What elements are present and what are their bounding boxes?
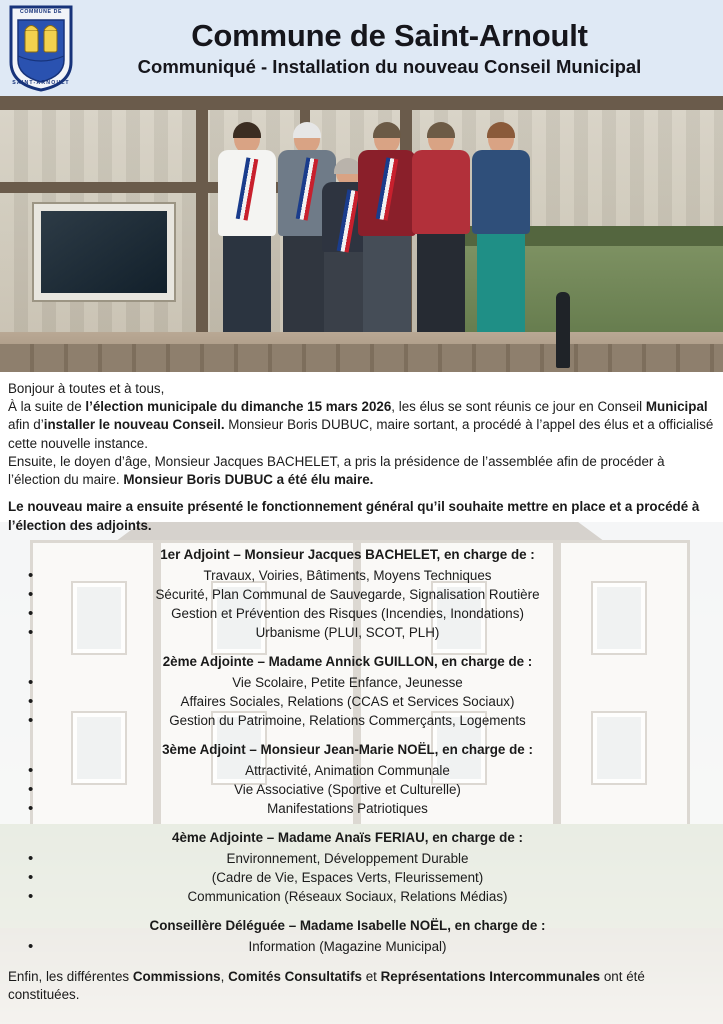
list-item: • Information (Magazine Municipal)	[8, 937, 715, 956]
list-item: • Sécurité, Plan Communal de Sauvegarde, Signalisation Routière	[8, 585, 715, 604]
coat-of-arms-icon	[8, 4, 74, 92]
document-text	[8, 380, 715, 1004]
page-title: Commune de Saint-Arnoult	[191, 17, 588, 53]
person-6	[472, 124, 530, 332]
adjoint-title-5: Conseillère Déléguée – Madame Isabelle NOËL, en charge de :	[149, 918, 546, 934]
photo-window	[34, 204, 174, 300]
adjoint-tasks-1	[8, 566, 715, 642]
header-titles	[74, 19, 715, 77]
crest-text-top: COMMUNE DE	[19, 9, 63, 15]
list-item: • Travaux, Voiries, Bâtiments, Moyens Techniques	[8, 566, 715, 585]
paragraph-2: Ensuite, le doyen d’âge, Monsieur Jacques BACHELET, a pris la présidence de l’assemblée afin de procéder à l’élection du maire. Monsieur Boris DUBUC a été élu maire.	[8, 453, 665, 488]
page-header	[0, 0, 723, 96]
photo-beam-v1	[196, 96, 208, 344]
adjoint-tasks-5	[8, 937, 715, 956]
greeting-line: Bonjour à toutes et à tous,	[8, 381, 165, 396]
paragraph-1: À la suite de l’élection municipale du dimanche 15 mars 2026, les élus se sont réunis ce jour en Conseil Municipal afin d’installer le nouveau Conseil. Monsieur Boris DUBUC, maire sortant, a procédé à l’appel des élus et a officialisé cette nouvelle instance.	[8, 399, 714, 451]
page-subtitle: Communiqué - Installation du nouveau Conseil Municipal	[137, 55, 642, 77]
photo-bollard	[556, 292, 570, 368]
adjoint-title-1: 1er Adjoint – Monsieur Jacques BACHELET, en charge de :	[160, 546, 535, 562]
adjoint-tasks-3	[8, 761, 715, 818]
list-item: • Manifestations Patriotiques	[8, 799, 715, 818]
adjoint-title-3: 3ème Adjoint – Monsieur Jean-Marie NOËL, en charge de :	[162, 741, 533, 757]
list-item: • Gestion et Prévention des Risques (Incendies, Inondations)	[8, 604, 715, 623]
person-5	[412, 124, 470, 332]
adjoint-tasks-4	[8, 849, 715, 906]
person-4	[358, 124, 416, 332]
list-item: • Vie Associative (Sportive et Culturelle)	[8, 780, 715, 799]
photo-stone-base	[0, 344, 723, 372]
list-item: • (Cadre de Vie, Espaces Verts, Fleurissement)	[8, 868, 715, 887]
document-body	[0, 372, 723, 1024]
list-item: • Affaires Sociales, Relations (CCAS et Services Sociaux)	[8, 692, 715, 711]
adjoint-title-4: 4ème Adjointe – Madame Anaïs FERIAU, en charge de :	[172, 830, 523, 846]
crest-text-bottom: SAINT-ARNOULT	[12, 80, 70, 86]
list-item: • Urbanisme (PLUI, SCOT, PLH)	[8, 623, 715, 642]
list-item: • Communication (Réseaux Sociaux, Relations Médias)	[8, 887, 715, 906]
list-item: • Attractivité, Animation Communale	[8, 761, 715, 780]
closing-paragraph: Enfin, les différentes Commissions, Comités Consultatifs et Représentations Intercommunales ont été constituées.	[8, 969, 645, 1003]
paragraph-3: Le nouveau maire a ensuite présenté le fonctionnement général qu’il souhaite mettre en place et a procédé à l’élection des adjoints.	[8, 499, 700, 533]
adjoint-title-2: 2ème Adjointe – Madame Annick GUILLON, en charge de :	[162, 653, 533, 669]
adjoint-tasks-2	[8, 673, 715, 730]
person-1	[218, 124, 276, 332]
council-photo	[0, 96, 723, 372]
list-item: • Environnement, Développement Durable	[8, 849, 715, 868]
list-item: • Gestion du Patrimoine, Relations Commerçants, Logements	[8, 711, 715, 730]
list-item: • Vie Scolaire, Petite Enfance, Jeunesse	[8, 673, 715, 692]
photo-beam-top	[0, 96, 723, 110]
